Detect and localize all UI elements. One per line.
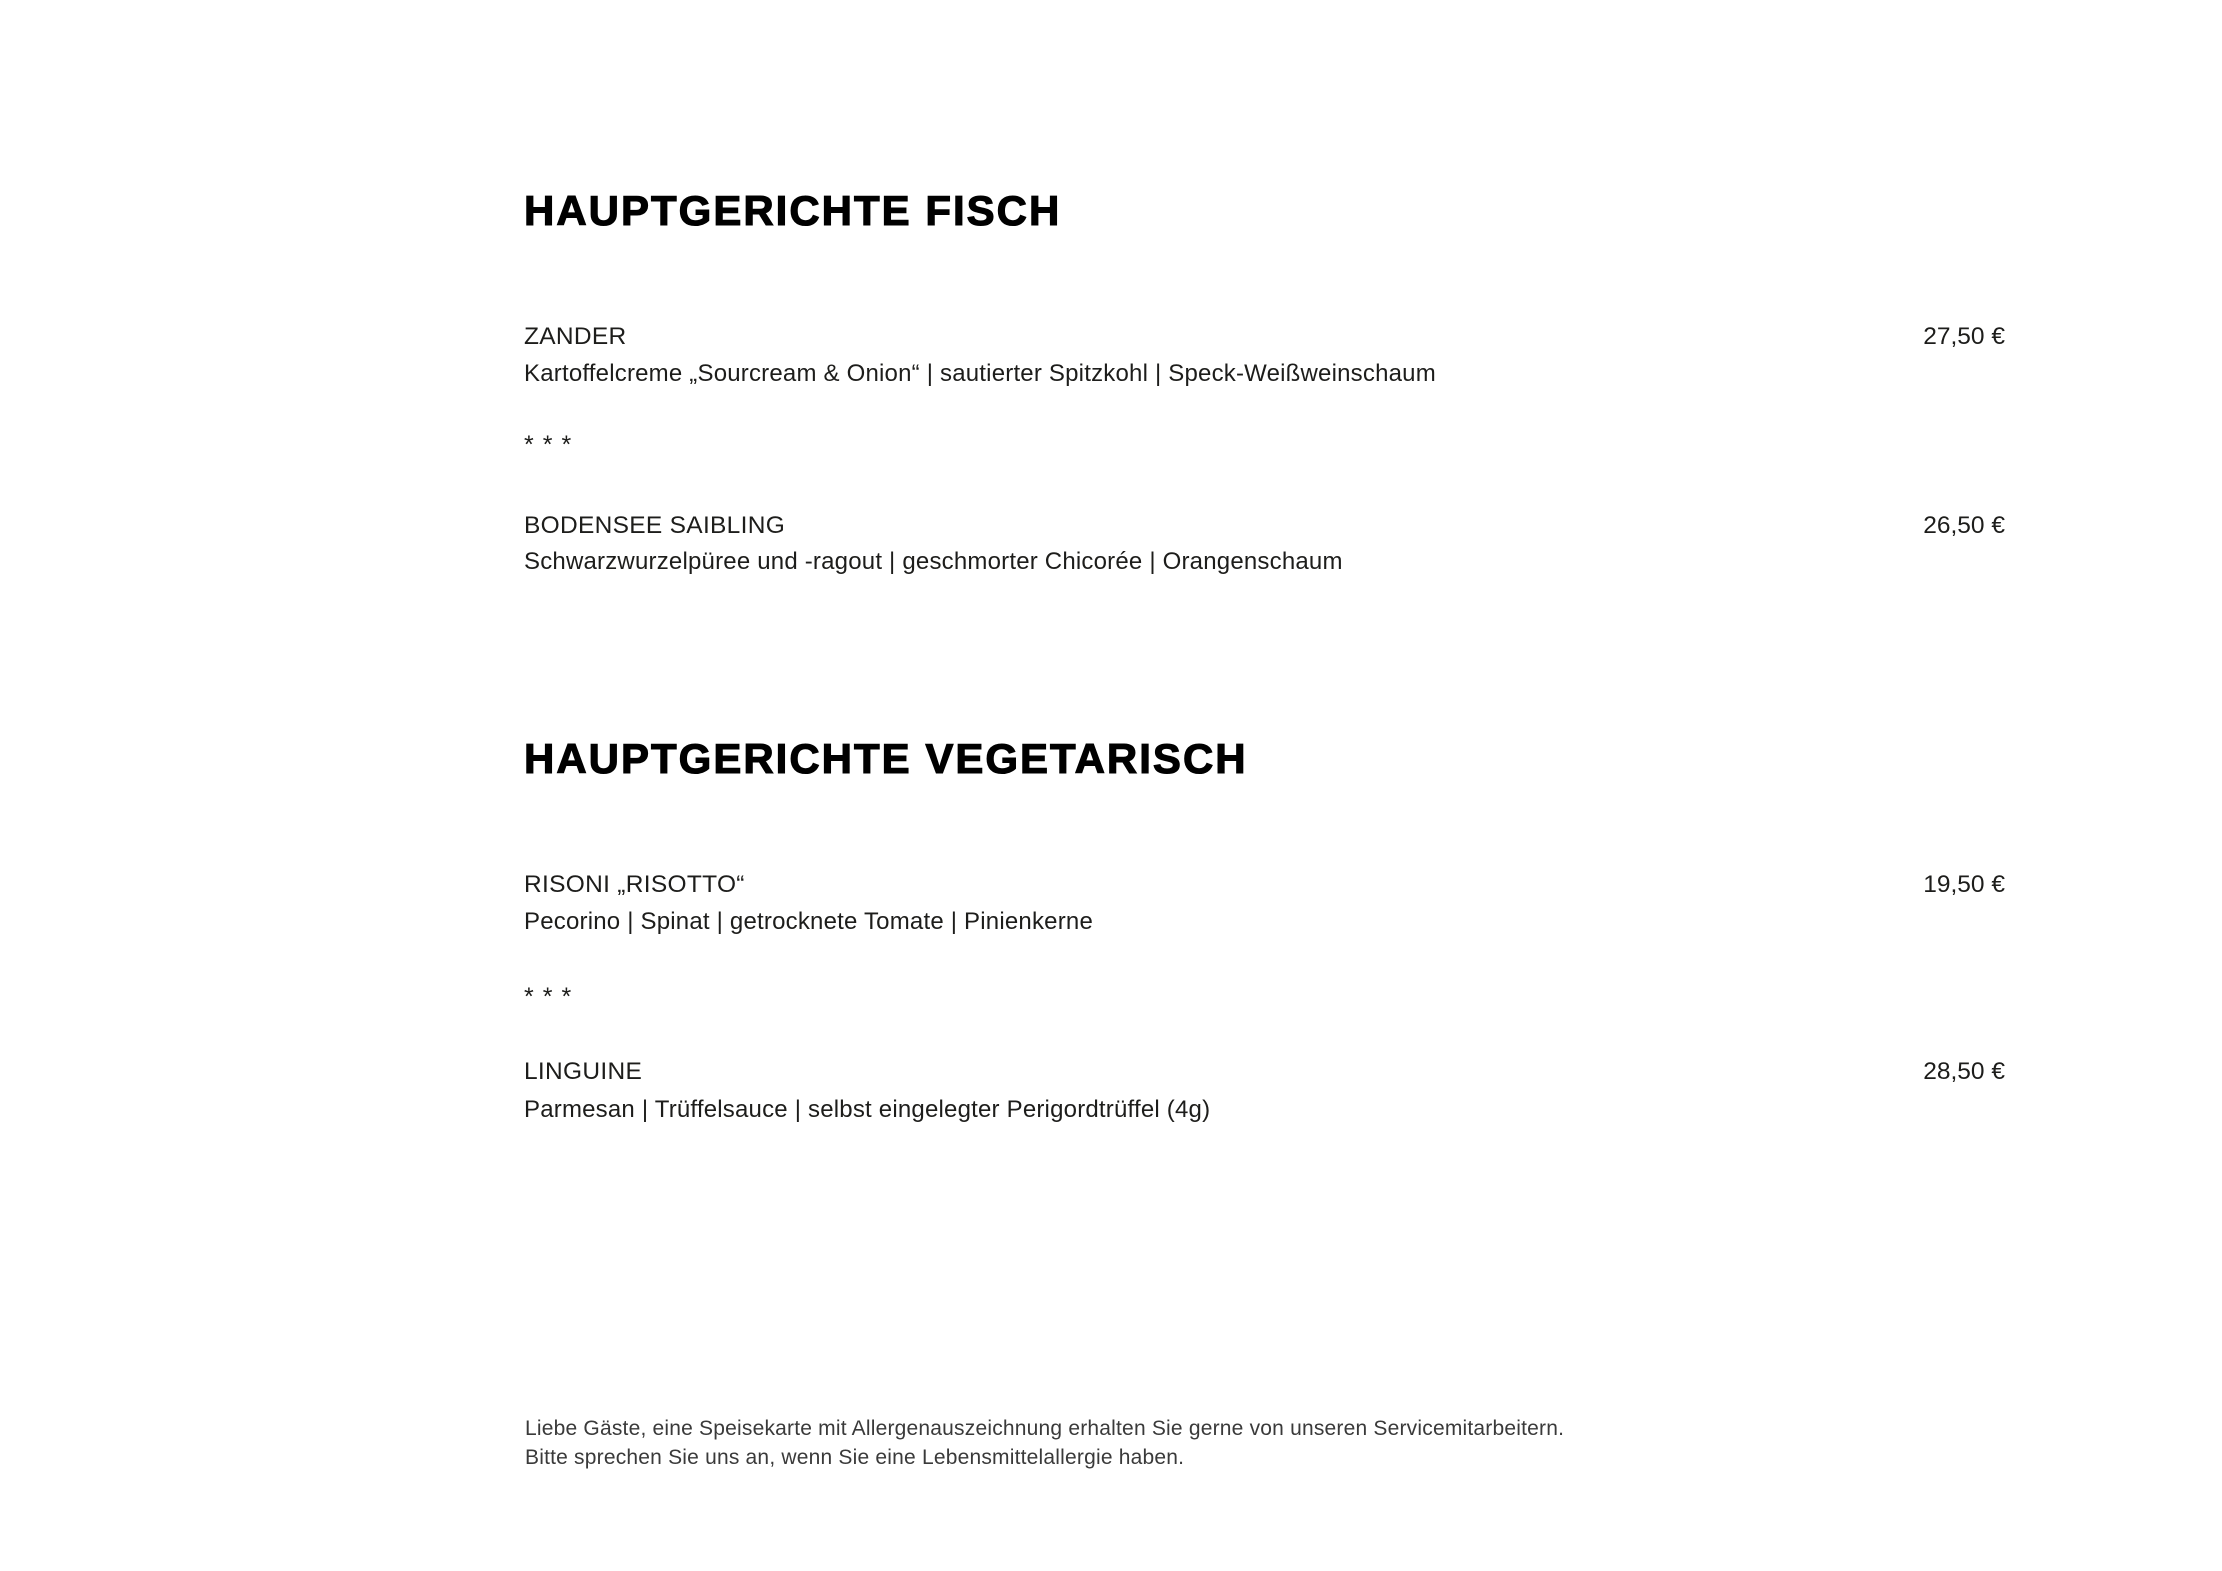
menu-item-name: ZANDER	[524, 323, 627, 350]
section-separator: ***	[524, 983, 581, 1011]
menu-content	[524, 0, 2005, 1571]
menu-item-price: 26,50 €	[1923, 512, 2005, 539]
menu-item-zander	[524, 322, 2005, 352]
menu-item-bodensee-saibling	[524, 511, 2005, 541]
menu-item-price: 27,50 €	[1923, 323, 2005, 350]
footer-line-1: Liebe Gäste, eine Speisekarte mit Allergenauszeichnung erhalten Sie gerne von unseren Servicemitarbeitern.	[525, 1417, 1565, 1440]
menu-item-risoni-risotto	[524, 870, 2005, 900]
menu-item-price: 19,50 €	[1923, 871, 2005, 898]
menu-item-price: 28,50 €	[1923, 1058, 2005, 1085]
menu-item-description: Kartoffelcreme „Sourcream & Onion“ | sautierter Spitzkohl | Speck-Weißweinschaum	[524, 360, 1436, 387]
section-title-fisch: HAUPTGERICHTE FISCH	[524, 187, 1062, 234]
footer-line-2: Bitte sprechen Sie uns an, wenn Sie eine Lebensmittelallergie haben.	[525, 1446, 1185, 1469]
menu-item-linguine	[524, 1057, 2005, 1087]
menu-item-name: BODENSEE SAIBLING	[524, 512, 786, 539]
menu-item-name: LINGUINE	[524, 1058, 643, 1085]
menu-item-description: Schwarzwurzelpüree und -ragout | geschmorter Chicorée | Orangenschaum	[524, 548, 1343, 575]
menu-item-description: Pecorino | Spinat | getrocknete Tomate | Pinienkerne	[524, 908, 1093, 935]
section-separator: ***	[524, 431, 581, 459]
section-title-vegetarisch: HAUPTGERICHTE VEGETARISCH	[524, 735, 1248, 782]
menu-item-name: RISONI „RISOTTO“	[524, 871, 745, 898]
menu-item-description: Parmesan | Trüffelsauce | selbst eingelegter Perigordtrüffel (4g)	[524, 1096, 1211, 1123]
